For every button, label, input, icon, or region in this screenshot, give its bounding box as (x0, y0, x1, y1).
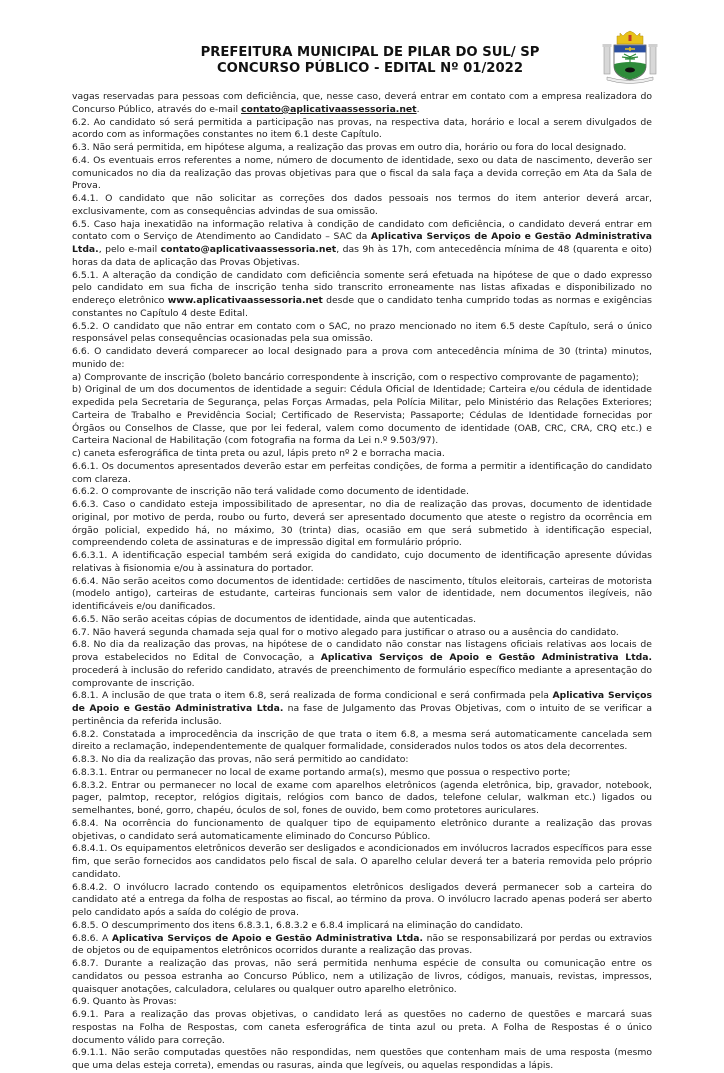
paragraph (72, 1047, 652, 1073)
paragraph (72, 767, 652, 780)
bold-text: www.aplicativaassessoria.net (167, 295, 323, 306)
paragraph (72, 219, 652, 270)
paragraph-text: , pelo e-mail (98, 244, 161, 255)
paragraph-text: 6.8.7. Durante a realização das provas, não será permitida nenhuma espécie de consulta ou comunicação entre os candidatos ou pessoa estranha ao Concurso Público, nem a utilização de livros, códigos, manuais, revistas, impressos, quaisquer anotações, calculadora, celulares ou qualquer outro aparelho eletrônico. (72, 958, 652, 995)
paragraph (72, 614, 652, 627)
header-subtitle: CONCURSO PÚBLICO - EDITAL Nº 01/2022 (216, 61, 524, 76)
paragraph-text: 6.6.5. Não serão aceitas cópias de documentos de identidade, ainda que autenticadas. (72, 613, 477, 625)
paragraph (72, 627, 652, 640)
paragraph-text: 6.9. Quanto às Provas: (72, 996, 177, 1008)
paragraph (72, 690, 652, 728)
paragraph (72, 486, 652, 499)
email-link[interactable]: contato@aplicativaassessoria.net (241, 103, 417, 115)
paragraph-text: a) Comprovante de inscrição (boleto bancário correspondente à inscrição, com o respectivo comprovante de pagamento); (72, 371, 639, 383)
paragraph (72, 818, 652, 844)
paragraph (72, 933, 652, 959)
paragraph-text: 6.4.1. O candidato que não solicitar as correções dos dados pessoais nos termos do item anterior deverá arcar, exclusivamente, com as consequências advindas de sua omissão. (72, 193, 652, 217)
paragraph-text: 6.5. Caso haja inexatidão na informação relativa à condição de candidato com deficiência, o candidato deverá entrar em contato com o Serviço de Atendimento ao Candidato – SAC da (72, 218, 652, 243)
coat-of-arms-icon (601, 30, 659, 84)
paragraph (72, 729, 652, 755)
paragraph-text: 6.8.4.2. O invólucro lacrado contendo os equipamentos eletrônicos desligados deverá permanecer sob a carteira do candidato até a entrega da folha de respostas ao fiscal, ao término da prova. O invólucro lacrado apenas poderá ser aberto pelo candidato após a saída do colégio de prova. (72, 881, 652, 918)
paragraph-text: b) Original de um dos documentos de identidade a seguir: Cédula Oficial de Identidade; Carteira e/ou cédula de identidade expedida pela Secretaria de Segurança, pelas Forças Armadas, pela Polícia Militar, pelo Ministério das Relações Exteriores; Carteira de Trabalho e Previdência Social; Certificado de Reservista; Passaporte; Cédulas de Identidade fornecidas por Órgãos ou Conselhos de Classe, que por lei federal, valem como documento de identidade (OAB, CRC, CRA, CRQ etc.) e Carteira Nacional de Habilitação (com fotografia na forma da Lei n.º 9.503/97). (72, 384, 652, 447)
paragraph-text: 6.6.1. Os documentos apresentados deverão estar em perfeitas condições, de forma a permitir a identificação do candidato com clareza. (72, 460, 652, 485)
header-title: PREFEITURA MUNICIPAL DE PILAR DO SUL/ SP (200, 45, 540, 60)
bold-text: Aplicativa Serviços de Apoio e Gestão Administrativa Ltda. (111, 932, 424, 944)
paragraph (72, 193, 652, 219)
paragraph (72, 142, 652, 155)
bold-text: Aplicativa Serviços de Apoio e Gestão Administrativa Ltda. (72, 231, 653, 255)
paragraph-text: 6.5.2. O candidato que não entrar em contato com o SAC, no prazo mencionado no item 6.5 deste Capítulo, será o único responsável pelas consequências ocasionadas pela sua omissão. (72, 320, 652, 345)
paragraph (72, 155, 652, 193)
paragraph (72, 91, 652, 117)
paragraph-text: 6.6.3. Caso o candidato esteja impossibilitado de apresentar, no dia de realização das provas, documento de identidade original, por motivo de perda, roubo ou furto, deverá ser apresentado documento que ateste o registro da ocorrência em órgão policial, expedido há, no máximo, 30 (trinta) dias, ocasião em que será submetido à identificação especial, compreendendo coleta de assinaturas e de impressão digital em formulário próprio. (72, 499, 652, 549)
paragraph-text: 6.8.5. O descumprimento dos itens 6.8.3.1, 6.8.3.2 e 6.8.4 implicará na eliminação do candidato. (72, 919, 524, 931)
paragraph (72, 843, 652, 881)
paragraph-text: 6.9.1.1. Não serão computadas questões não respondidas, nem questões que contenham mais de uma resposta (mesmo que uma delas esteja correta), emendas ou rasuras, ainda que legíveis, ou aquelas respondidas a lápis. (72, 1047, 652, 1071)
paragraph (72, 780, 652, 818)
paragraph-text: 6.6.4. Não serão aceitos como documentos de identidade: certidões de nascimento, títulos eleitorais, carteiras de motorista (modelo antigo), carteiras de estudante, carteiras funcionais sem valor de identidade, nem documentos ilegíveis, não identificáveis e/ou danificados. (72, 575, 652, 612)
paragraph (72, 754, 652, 767)
paragraph-text: 6.8.1. A inclusão de que trata o item 6.8, será realizada de forma condicional e será confirmada pela (72, 690, 553, 702)
paragraph (72, 882, 652, 920)
paragraph-text: . (416, 103, 420, 115)
municipal-coat-of-arms-logo (601, 30, 659, 84)
paragraph-text: 6.8.3.2. Entrar ou permanecer no local de exame com aparelhos eletrônicos (agenda eletrônica, bip, gravador, notebook, pager, palmtop, receptor, relógios digitais, relógios com banco de dados, telefone celular, walkman etc.) ligados ou semelhantes, boné, gorro, chapéu, óculos de sol, fones de ouvido, bem como protetores auriculares. (72, 779, 652, 816)
paragraph-text: 6.2. Ao candidato só será permitida a participação nas provas, na respectiva data, horário e local a serem divulgados de acordo com as informações constantes no item 6.1 deste Capítulo. (72, 116, 652, 141)
paragraph-text: 6.8.3.1. Entrar ou permanecer no local de exame portando arma(s), mesmo que possua o respectivo porte; (72, 766, 571, 778)
paragraph (72, 270, 652, 321)
paragraph-text: 6.4. Os eventuais erros referentes a nome, número de documento de identidade, sexo ou data de nascimento, deverão ser comunicados no dia da realização das provas objetivas para que o fiscal da sala faça a devida correção em Ata da Sala de Prova. (72, 154, 652, 192)
bold-text: Aplicativa Serviços de Apoio e Gestão Administrativa Ltda. (320, 652, 652, 663)
document-body (72, 91, 652, 1073)
paragraph (72, 117, 652, 143)
paragraph-text: desde que o candidato tenha cumprido todas as normas e exigências constantes no Capítulo 4 deste Edital. (72, 295, 652, 319)
paragraph (72, 346, 652, 372)
paragraph (72, 550, 652, 576)
paragraph (72, 920, 652, 933)
paragraph-text: 6.6.3.1. A identificação especial também será exigida do candidato, cujo documento de identificação apresente dúvidas relativas à fisionomia e/ou à assinatura do portador. (72, 550, 652, 574)
bold-text: contato@aplicativaassessoria.net (160, 244, 337, 255)
paragraph-text: c) caneta esferográfica de tinta preta ou azul, lápis preto nº 2 e borracha macia. (72, 448, 445, 459)
paragraph (72, 499, 652, 550)
paragraph-text: procederá à inclusão do referido candidato, através de preenchimento de formulário específico mediante a apresentação do comprovante de inscrição. (72, 664, 652, 689)
paragraph-text: 6.6. O candidato deverá comparecer ao local designado para a prova com antecedência mínima de 30 (trinta) minutos, munido de: (72, 346, 652, 370)
paragraph-text: 6.8.6. A (72, 932, 112, 944)
paragraph-text: 6.9.1. Para a realização das provas objetivas, o candidato lerá as questões no caderno de questões e marcará suas respostas na Folha de Respostas, com caneta esferográfica de tinta azul ou preta. A Folha de Respostas é o único documento válido para correção. (72, 1009, 652, 1046)
paragraph-text: 6.6.2. O comprovante de inscrição não terá validade como documento de identidade. (72, 486, 469, 498)
paragraph-text: 6.7. Não haverá segunda chamada seja qual for o motivo alegado para justificar o atraso ou a ausência do candidato. (72, 626, 619, 638)
paragraph (72, 576, 652, 614)
paragraph-text: 6.8.4.1. Os equipamentos eletrônicos deverão ser desligados e acondicionados em invólucros lacrados específicos para esse fim, que serão fornecidos aos candidatos pelo fiscal de sala. O aparelho celular deverá ter a bateria removida pelo próprio candidato. (72, 843, 652, 880)
paragraph-text: 6.8. No dia da realização das provas, na hipótese de o candidato não constar nas listagens oficiais relativas aos locais de prova estabelecidos no Edital de Convocação, a (72, 639, 652, 663)
paragraph (72, 958, 652, 996)
paragraph-text: 6.8.2. Constatada a improcedência da inscrição de que trata o item 6.8, a mesma será automaticamente cancelada sem direito a reclamação, independentemente de qualquer formalidade, considerados nulos todos os atos dela decorrentes. (72, 728, 652, 753)
paragraph (72, 372, 652, 385)
bold-text: Aplicativa Serviços de Apoio e Gestão Administrativa Ltda. (72, 690, 652, 714)
paragraph (72, 996, 652, 1009)
paragraph-text: 6.8.3. No dia da realização das provas, não será permitido ao candidato: (72, 754, 409, 765)
paragraph (72, 321, 652, 347)
document-header (150, 45, 590, 77)
paragraph-text: 6.5.1. A alteração da condição de candidato com deficiência somente será efetuada na hipótese de que o dado expresso pelo candidato em sua ficha de inscrição tenha sido transcrito erroneamente nas listas afixadas e disponibilizado no endereço eletrônico (72, 269, 652, 306)
paragraph (72, 639, 652, 690)
paragraph-text: não se responsabilizará por perdas ou extravios de objetos ou de equipamentos eletrônicos ocorridos durante a realização das provas. (72, 932, 652, 957)
paragraph-text: , das 9h às 17h, com antecedência mínima de 48 (quarenta e oito) horas da data de aplicação das Provas Objetivas. (72, 244, 652, 268)
paragraph-text: na fase de Julgamento das Provas Objetivas, com o intuito de se verificar a pertinência da referida inclusão. (72, 703, 652, 727)
paragraph (72, 384, 652, 448)
paragraph (72, 461, 652, 487)
paragraph-text: 6.8.4. Na ocorrência do funcionamento de qualquer tipo de equipamento eletrônico durante a realização das provas objetivas, o candidato será automaticamente eliminado do Concurso Público. (72, 817, 652, 842)
paragraph (72, 448, 652, 461)
paragraph (72, 1009, 652, 1047)
paragraph-text: vagas reservadas para pessoas com deficiência, que, nesse caso, deverá entrar em contato com a empresa realizadora do Concurso Público, através do e-mail (72, 91, 652, 115)
paragraph-text: 6.3. Não será permitida, em hipótese alguma, a realização das provas em outro dia, horário ou fora do local designado. (72, 142, 627, 153)
